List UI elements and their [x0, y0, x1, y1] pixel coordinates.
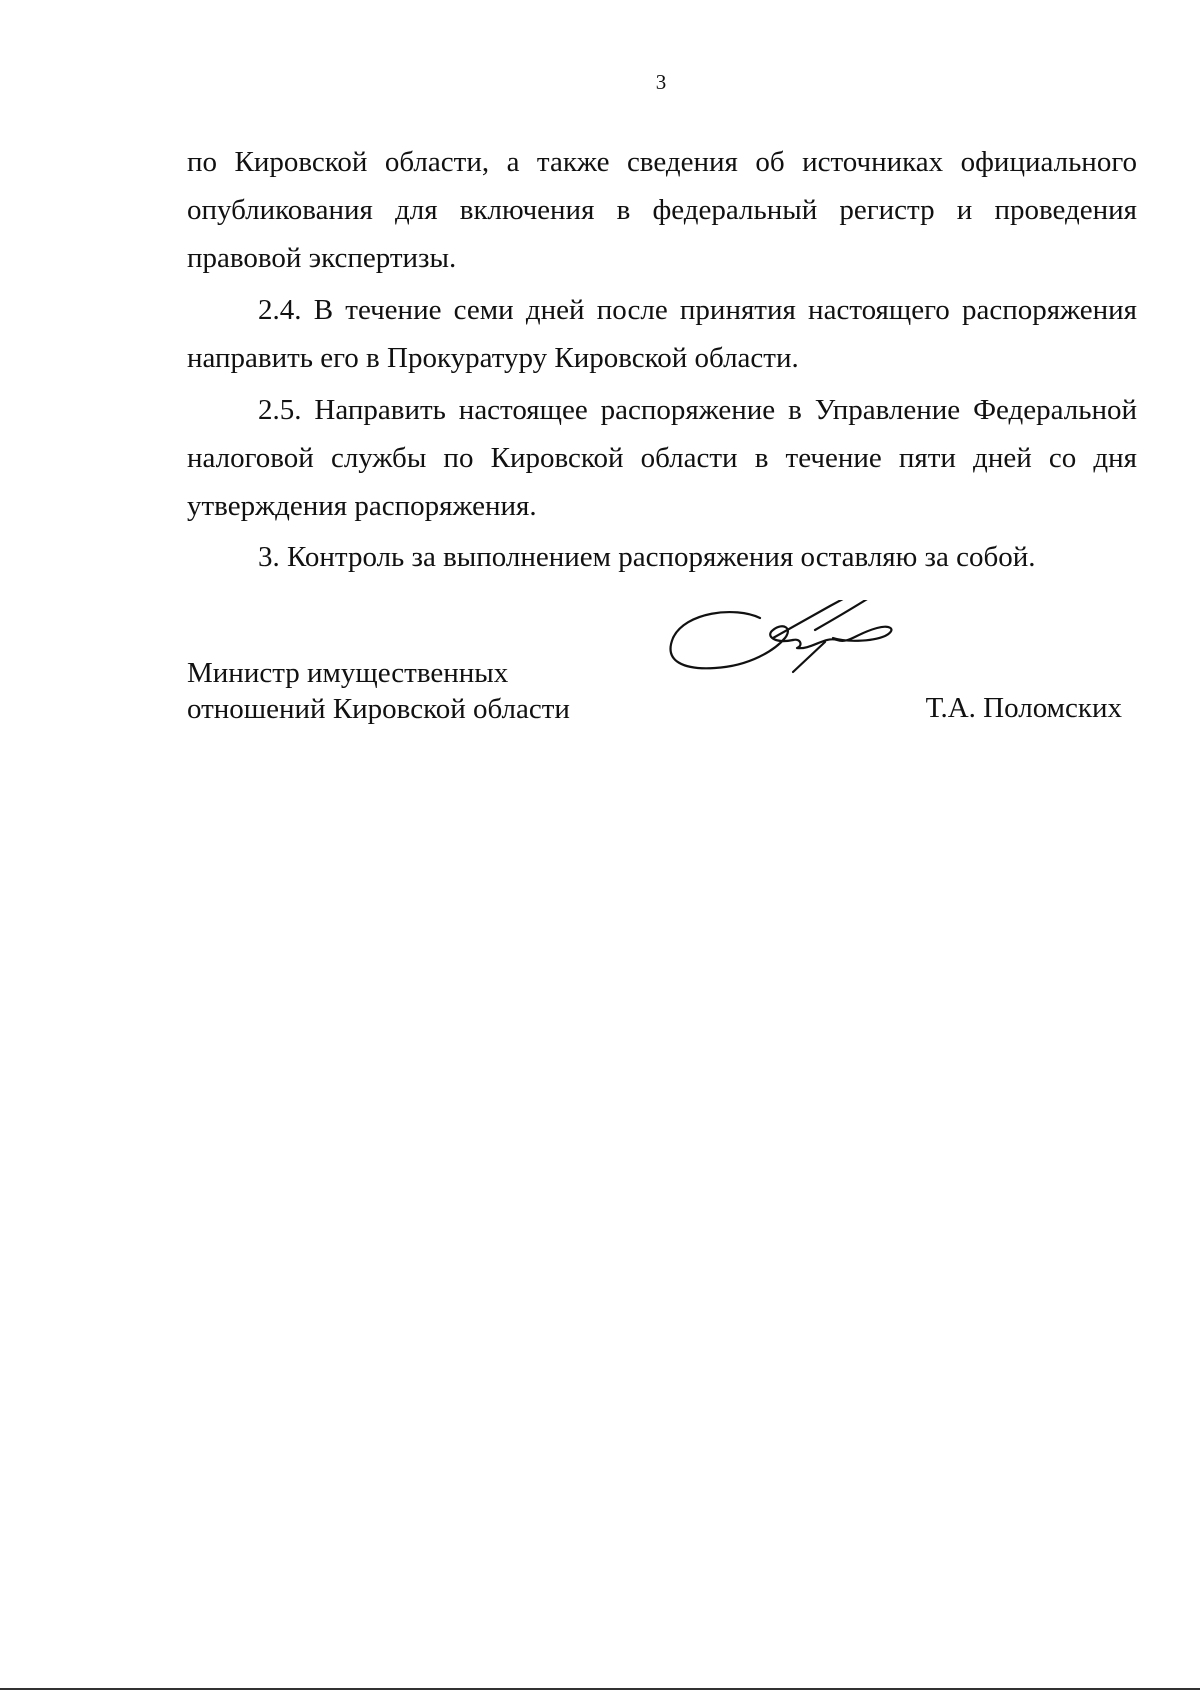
paragraph-2-5: 2.5. Направить настоящее распоряжение в Управление Федеральной налоговой службы по Кировской области в течение пяти дней со дня утверждения распоряжения. — [187, 394, 1137, 522]
paragraph-continuation: по Кировской области, а также сведения об источниках официального опубликования для включения в федеральный регистр и проведения правовой экспертизы. — [187, 146, 1137, 274]
signatory-position — [187, 655, 570, 727]
page-number: 3 — [655, 70, 667, 94]
handwritten-signature — [665, 600, 940, 730]
signatory-position-line-1: Министр имущественных — [187, 657, 509, 689]
signatory-position-line-2: отношений Кировской области — [187, 693, 570, 725]
paragraph-3: 3. Контроль за выполнением распоряжения оставляю за собой. — [258, 541, 1036, 573]
signatory-name: Т.А. Поломских — [925, 692, 1122, 724]
bottom-edge-line — [0, 1688, 1200, 1690]
paragraph-2-4: 2.4. В течение семи дней после принятия настоящего распоряжения направить его в Прокуратуру Кировской области. — [187, 294, 1137, 374]
